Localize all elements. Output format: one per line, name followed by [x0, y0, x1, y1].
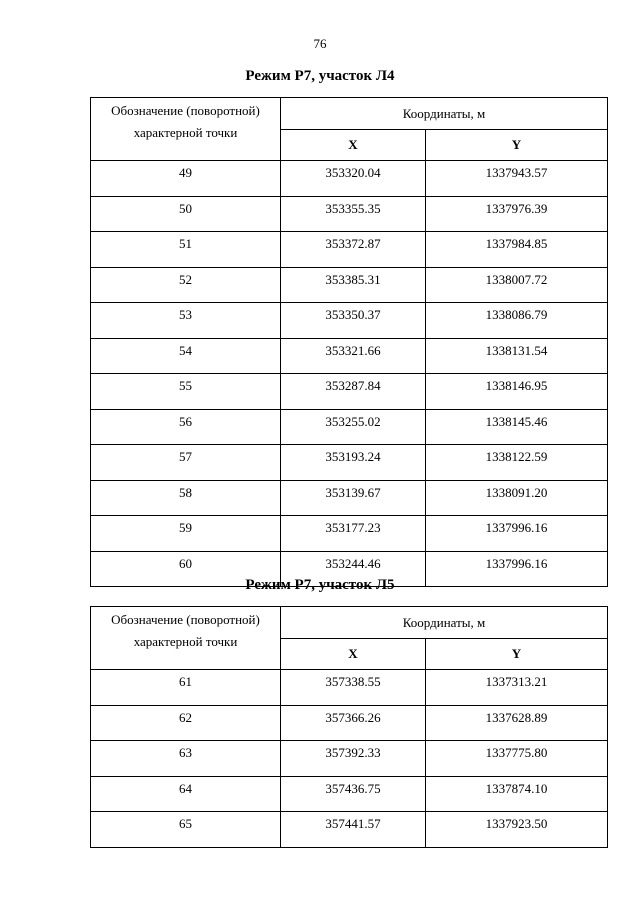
- y-coordinate-cell: 1337775.80: [426, 741, 608, 777]
- table-row: [91, 445, 608, 481]
- y-coordinate-cell: 1337923.50: [426, 812, 608, 848]
- x-coordinate-cell: 353372.87: [281, 232, 426, 268]
- coordinates-table-l4: [90, 97, 608, 587]
- section-title-l4: Режим Р7, участок Л4: [245, 68, 395, 84]
- point-cell: 50: [91, 196, 281, 232]
- section-title-l5: Режим Р7, участок Л5: [245, 577, 395, 593]
- table-row: [91, 338, 608, 374]
- y-coordinate-cell: 1338091.20: [426, 480, 608, 516]
- point-cell: 55: [91, 374, 281, 410]
- y-coordinate-cell: 1337313.21: [426, 670, 608, 706]
- x-coordinate-cell: 357338.55: [281, 670, 426, 706]
- point-cell: 65: [91, 812, 281, 848]
- x-coordinate-cell: 357436.75: [281, 776, 426, 812]
- table-row: [91, 741, 608, 777]
- y-coordinate-cell: 1337943.57: [426, 161, 608, 197]
- page-number: 76: [313, 36, 327, 51]
- y-coordinate-cell: 1338131.54: [426, 338, 608, 374]
- point-cell: 63: [91, 741, 281, 777]
- point-cell: 54: [91, 338, 281, 374]
- point-cell: 62: [91, 705, 281, 741]
- point-cell: 52: [91, 267, 281, 303]
- x-coordinate-cell: 353321.66: [281, 338, 426, 374]
- x-coordinate-cell: 357366.26: [281, 705, 426, 741]
- point-cell: 59: [91, 516, 281, 552]
- table-row: [91, 776, 608, 812]
- y-coordinate-cell: 1337628.89: [426, 705, 608, 741]
- table-row: [91, 267, 608, 303]
- x-coordinate-cell: 353385.31: [281, 267, 426, 303]
- y-coordinate-cell: 1337996.16: [426, 551, 608, 587]
- x-coordinate-cell: 357392.33: [281, 741, 426, 777]
- point-cell: 61: [91, 670, 281, 706]
- table-row: [91, 303, 608, 339]
- y-coordinate-cell: 1338122.59: [426, 445, 608, 481]
- header-x-label: X: [281, 639, 426, 670]
- header-x-label: X: [281, 130, 426, 161]
- header-point-label: Обозначение (поворотной) характерной точки: [91, 607, 281, 670]
- y-coordinate-cell: 1338086.79: [426, 303, 608, 339]
- point-cell: 64: [91, 776, 281, 812]
- x-coordinate-cell: 357441.57: [281, 812, 426, 848]
- header-point-label: Обозначение (поворотной) характерной точки: [91, 98, 281, 161]
- table-row: [91, 812, 608, 848]
- point-cell: 58: [91, 480, 281, 516]
- x-coordinate-cell: 353139.67: [281, 480, 426, 516]
- y-coordinate-cell: 1337976.39: [426, 196, 608, 232]
- x-coordinate-cell: 353177.23: [281, 516, 426, 552]
- x-coordinate-cell: 353355.35: [281, 196, 426, 232]
- x-coordinate-cell: 353287.84: [281, 374, 426, 410]
- table-row: [91, 705, 608, 741]
- y-coordinate-cell: 1337996.16: [426, 516, 608, 552]
- header-coordinates-label: Координаты, м: [281, 607, 608, 639]
- table-row: [91, 409, 608, 445]
- point-cell: 56: [91, 409, 281, 445]
- x-coordinate-cell: 353193.24: [281, 445, 426, 481]
- coordinates-table-l5: [90, 606, 608, 848]
- table-row: [91, 516, 608, 552]
- point-cell: 51: [91, 232, 281, 268]
- point-cell: 57: [91, 445, 281, 481]
- x-coordinate-cell: 353244.46: [281, 551, 426, 587]
- y-coordinate-cell: 1337874.10: [426, 776, 608, 812]
- header-y-label: Y: [426, 130, 608, 161]
- x-coordinate-cell: 353255.02: [281, 409, 426, 445]
- table-row: [91, 374, 608, 410]
- point-cell: 53: [91, 303, 281, 339]
- header-y-label: Y: [426, 639, 608, 670]
- header-coordinates-label: Координаты, м: [281, 98, 608, 130]
- point-cell: 49: [91, 161, 281, 197]
- point-cell: 60: [91, 551, 281, 587]
- y-coordinate-cell: 1338145.46: [426, 409, 608, 445]
- table-row: [91, 670, 608, 706]
- table-row: [91, 161, 608, 197]
- table-row: [91, 480, 608, 516]
- y-coordinate-cell: 1338146.95: [426, 374, 608, 410]
- x-coordinate-cell: 353350.37: [281, 303, 426, 339]
- x-coordinate-cell: 353320.04: [281, 161, 426, 197]
- y-coordinate-cell: 1338007.72: [426, 267, 608, 303]
- y-coordinate-cell: 1337984.85: [426, 232, 608, 268]
- table-row: [91, 232, 608, 268]
- table-row: [91, 196, 608, 232]
